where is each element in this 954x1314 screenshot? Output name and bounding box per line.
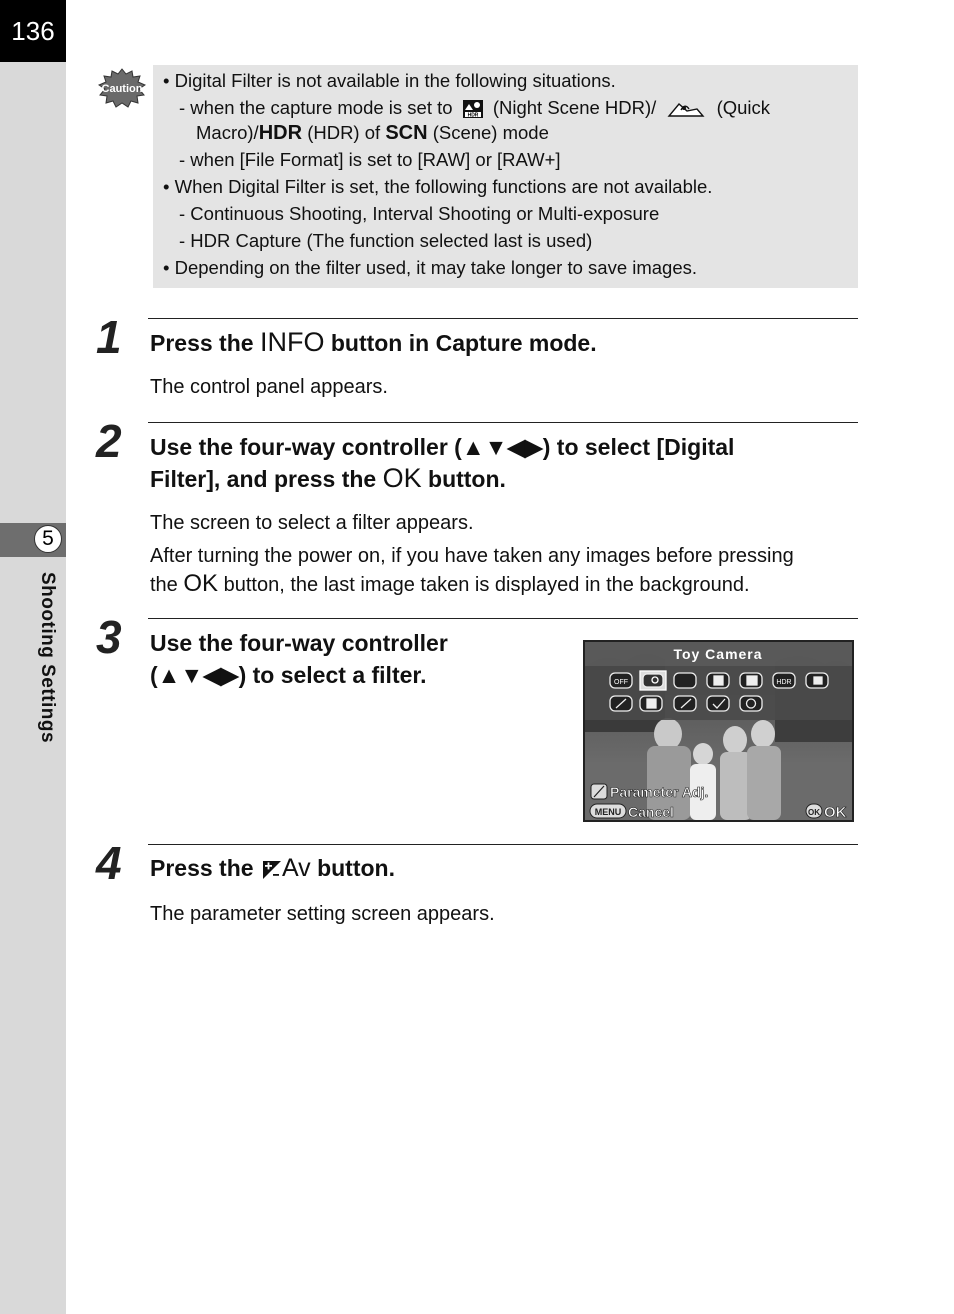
filter-icon-retro bbox=[674, 673, 696, 688]
parameter-adj-label: Parameter Adj. bbox=[610, 784, 709, 800]
camera-screen bbox=[583, 640, 854, 822]
scene-mode-icon: SCN bbox=[385, 122, 428, 144]
step-body: The control panel appears. bbox=[150, 376, 388, 398]
ok-key-icon: OK bbox=[183, 570, 219, 597]
hdr-mode-icon: HDR bbox=[258, 122, 303, 144]
svg-text:HDR: HDR bbox=[467, 112, 479, 119]
filter-icon-hdr bbox=[773, 673, 795, 688]
cancel-label: Cancel bbox=[628, 804, 674, 820]
filter-icon-pastel bbox=[674, 696, 696, 711]
svg-text:MENU: MENU bbox=[594, 807, 622, 817]
divider bbox=[148, 318, 858, 319]
caution-line: • When Digital Filter is set, the following functions are not available. bbox=[163, 176, 713, 197]
filter-icon-high-contrast bbox=[707, 673, 729, 688]
chapter-number: 5 bbox=[34, 525, 62, 553]
filter-icon-water-color bbox=[640, 696, 662, 711]
divider bbox=[148, 618, 858, 619]
step-body: The screen to select a filter appears. bbox=[150, 512, 474, 534]
filter-icon-sketch bbox=[610, 696, 632, 711]
page-number: 136 bbox=[0, 0, 66, 62]
step-heading: (▲▼◀▶) to select a filter. bbox=[150, 662, 427, 688]
step-heading: Press the Av button. bbox=[150, 854, 395, 882]
svg-text:OFF: OFF bbox=[614, 679, 628, 686]
caution-line: Macro)/HDR (HDR) of SCN (Scene) mode bbox=[196, 122, 549, 144]
step-heading: Filter], and press the OK button. bbox=[150, 463, 506, 493]
ok-key-icon: OK bbox=[382, 463, 422, 493]
filter-icon-shading bbox=[740, 673, 762, 688]
chapter-title: Shooting Settings bbox=[37, 572, 58, 744]
quick-macro-icon bbox=[667, 99, 705, 119]
caution-icon bbox=[98, 68, 146, 108]
filter-icon-extract-color bbox=[806, 673, 828, 688]
step-heading: Use the four-way controller (▲▼◀▶) to select [Digital bbox=[150, 434, 735, 460]
av-key-icon: Av bbox=[281, 854, 311, 882]
night-scene-hdr-icon bbox=[462, 99, 484, 119]
step-number: 1 bbox=[96, 311, 122, 363]
filter-icon-fish-eye bbox=[740, 696, 762, 711]
caution-box bbox=[153, 65, 858, 288]
step-body: The parameter setting screen appears. bbox=[150, 903, 495, 925]
divider bbox=[148, 844, 858, 845]
svg-text:OK: OK bbox=[808, 808, 820, 817]
caution-line: • Depending on the filter used, it may take longer to save images. bbox=[163, 257, 698, 278]
caution-line: - Continuous Shooting, Interval Shooting or Multi-exposure bbox=[179, 203, 660, 224]
filter-title: Toy Camera bbox=[673, 646, 763, 662]
step-heading: Use the four-way controller bbox=[150, 630, 448, 656]
caution-line: - when [File Format] is set to [RAW] or [RAW+] bbox=[179, 149, 561, 170]
camera-screen-image bbox=[585, 642, 852, 820]
caution-line: - when the capture mode is set to HDR (Night Scene HDR)/ (Quick bbox=[179, 97, 771, 119]
step-heading: Press the INFO button in Capture mode. bbox=[150, 327, 597, 357]
exposure-compensation-icon bbox=[262, 860, 282, 880]
step-body: the OK button, the last image taken is displayed in the background. bbox=[150, 570, 750, 597]
info-key-icon: INFO bbox=[259, 327, 325, 357]
caution-line: - HDR Capture (The function selected last is used) bbox=[179, 230, 593, 251]
filter-icon-off bbox=[610, 673, 632, 688]
filter-icon-posterization bbox=[707, 696, 729, 711]
ok-label: OK bbox=[824, 804, 847, 820]
step-body: After turning the power on, if you have taken any images before pressing bbox=[150, 545, 794, 567]
caution-line: • Digital Filter is not available in the following situations. bbox=[163, 70, 616, 91]
step-number: 3 bbox=[96, 611, 122, 663]
step-number: 4 bbox=[96, 837, 122, 889]
caution-icon-label: Caution bbox=[101, 83, 143, 95]
divider bbox=[148, 422, 858, 423]
svg-text:HDR: HDR bbox=[776, 679, 792, 686]
step-number: 2 bbox=[96, 415, 122, 467]
filter-icon-toy-camera-selected bbox=[640, 671, 666, 690]
